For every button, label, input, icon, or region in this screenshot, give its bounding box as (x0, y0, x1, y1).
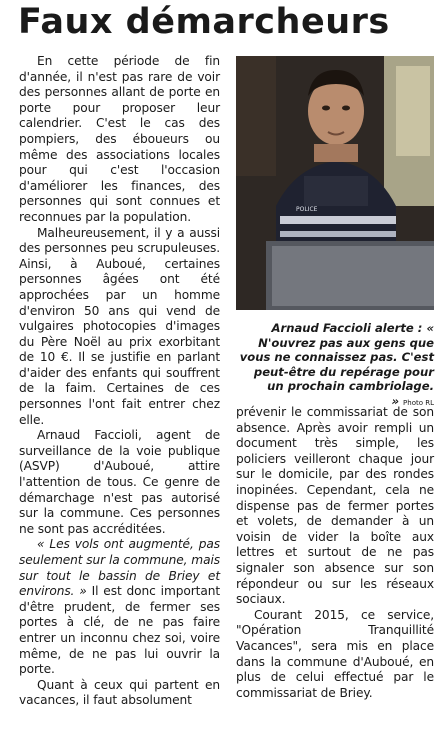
quote: « Les vols ont augmenté, pas seulement sur la commune, mais sur tout le bassin de Briey et environs. » (19, 537, 220, 599)
paragraph: Arnaud Faccioli, agent de surveillance de la voie publique (ASVP) d'Auboué, attire l'attention de tous. Ce genre de démarchage n'est pas autorisé sur la commune. Ces personnes ne sont pas accréditées. (19, 428, 220, 536)
photo-illustration (236, 56, 434, 310)
photo-credit: Photo RL (403, 398, 434, 407)
headline: Faux démarcheurs (18, 2, 390, 42)
photo-caption (236, 321, 434, 411)
caption-text: Arnaud Faccioli alerte : « N'ouvrez pas aux gens que vous ne connaissez pas. C'est peut-être du repérage pour un prochain cambriolage. » (239, 321, 434, 408)
photo-agent (236, 56, 434, 310)
paragraph-with-quote (19, 537, 220, 677)
paragraph: En cette période de fin d'année, il n'est pas rare de voir des personnes allant de porte en porte pour proposer leur calendrier. C'est le cas des pompiers, des éboueurs ou même des associations locales pour qui c'est l'occasion d'améliorer les finances, des personnes qui sont connues et reconnues par la population. (19, 54, 220, 224)
vest-text: POLICE (296, 206, 318, 213)
article-column-right (236, 405, 434, 701)
article-column-left (19, 54, 220, 709)
paragraph-text: Il est donc important d'être prudent, de fermer ses portes à clé, de ne pas faire entrer un inconnu chez soi, voire même, de ne pas lui ouvrir la porte. (19, 584, 220, 677)
paragraph: prévenir le commissariat de son absence. Après avoir rempli un document très simple, les policiers veilleront chaque jour sur le domicile, par des rondes inopinées. Cependant, cela ne dispense pas de fermer portes et volets, de demander à un voisin de vider la boîte aux lettres et surtout de ne pas signaler son absence sur son répondeur ou sur les réseaux sociaux. (236, 405, 434, 607)
paragraph: Quant à ceux qui partent en vacances, il faut absolument (19, 677, 220, 708)
paragraph: Courant 2015, ce service, "Opération Tranquillité Vacances", sera mis en place dans la commune d'Auboué, en plus de celui effectué par le commissariat de Briey. (236, 607, 434, 700)
paragraph: Malheureusement, il y a aussi des personnes peu scrupuleuses. Ainsi, à Auboué, certaines personnes âgées ont été approchées par un homme d'environ 50 ans qui vend de vulgaires photocopies d'images du Père Noël au prix exorbitant de 10 €. Il se justifie en parlant d'aider des enfants qui souffrent de la faim. Certaines de ces personnes l'ont fait entrer chez elle. (19, 225, 220, 427)
